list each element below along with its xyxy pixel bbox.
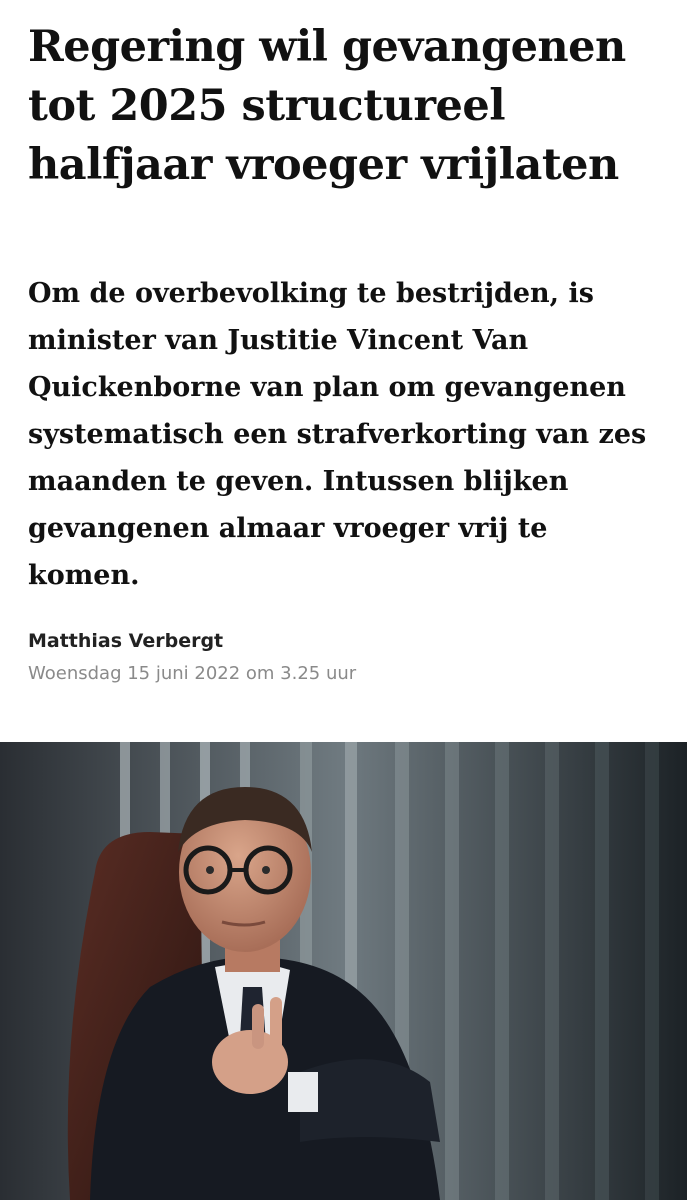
publish-date: Woensdag 15 juni 2022 om 3.25 uur bbox=[28, 663, 357, 684]
lead-paragraph: Om de overbevolking te bestrijden, is minister van Justitie Vincent Van Quickenborne van plan om gevangenen systematisch een strafverkorting van zes maanden te geven. Intussen blijken gevangenen almaar vroeger vrij te komen. bbox=[28, 278, 647, 591]
author-byline[interactable]: Matthias Verbergt bbox=[28, 630, 224, 652]
article-photo[interactable] bbox=[0, 742, 687, 1200]
headline: Regering wil gevangenen tot 2025 structureel halfjaar vroeger vrijlaten bbox=[28, 22, 626, 190]
portrait-illustration bbox=[0, 742, 687, 1200]
